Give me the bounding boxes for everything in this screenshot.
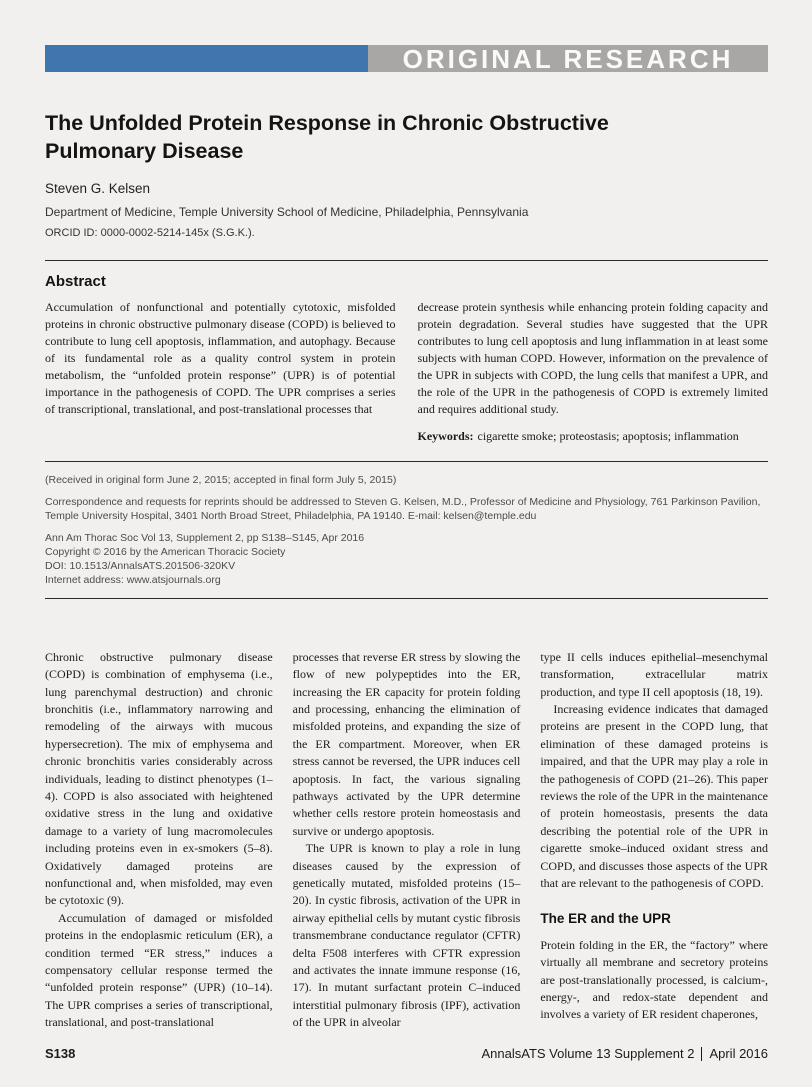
abstract-paragraph: decrease protein synthesis while enhancing protein folding capacity and protein degradation. Several studies have suggested that the UPR contributes to lung cell apoptosis and lung inflammation in at least some subjects with human COPD. However, information on the prevalence of the UPR in subjects with COPD, the lung cells that manifest a UPR, and the role of the UPR in the pathogenesis of COPD is extremely limited and requires additional study. (417, 299, 768, 416)
page-number: S138 (45, 1046, 76, 1061)
body-column-1 (45, 649, 273, 1032)
article-author: Steven G. Kelsen (45, 180, 151, 196)
article-orcid: ORCID ID: 0000-0002-5214-145x (S.G.K.). (45, 226, 255, 239)
banner-label: ORIGINAL RESEARCH (402, 43, 734, 74)
article-affiliation: Department of Medicine, Temple University School of Medicine, Philadelphia, Pennsylvania (45, 204, 529, 219)
body-paragraph: The UPR is known to play a role in lung diseases caused by the expression of genetically mutated, misfolded proteins (15–20). In cystic fibrosis, activation of the UPR in airway epithelial cells by mutant cystic fibrosis transmembrane conductance regulator (CFTR) delta F508 interferes with CFTR expression and activates the innate immune response (16, 17). In mutant surfactant protein C–induced interstitial pulmonary fibrosis (IPF), activation of the UPR in alveolar (292, 841, 521, 1030)
body-column-2 (293, 649, 521, 1032)
body-paragraph: Accumulation of damaged or misfolded proteins in the endoplasmic reticulum (ER), a condition termed “ER stress,” induces a compensatory cellular response termed the “unfolded protein response” (UPR) (10–14). The UPR comprises a series of transcriptional, translational, and post-translational (45, 910, 273, 1030)
footer-divider (701, 1047, 702, 1061)
body-paragraph: Increasing evidence indicates that damaged proteins are present in the COPD lung, that elimination of these damaged proteins is impaired, and that the UPR may play a role in the pathogenesis of COPD (21–26). This paper reviews the role of the UPR in the maintenance of protein homeostasis, presents the data describing the potential role of the UPR in cigarette smoke–induced oxidant stress and COPD, and discusses those aspects of the UPR that are relevant to the pathogenesis of COPD. (540, 701, 769, 891)
page-footer (45, 1046, 768, 1061)
keywords-label: Keywords: (417, 428, 474, 443)
abstract-column-2 (418, 299, 769, 445)
body-paragraph: processes that reverse ER stress by slowing the flow of new polypeptides into the ER, increasing the ER capacity for protein folding and processing, enhancing the elimination of misfolded proteins, and expanding the size of the ER compartment. Moreover, when ER stress cannot be reversed, the UPR induces cell apoptosis. In fact, the various signaling pathways activated by the UPR determine whether cells restore protein homeostasis and survive or undergo apoptosis. (292, 649, 521, 838)
article-body (45, 649, 768, 1032)
citation-note: Ann Am Thorac Soc Vol 13, Supplement 2, pp S138–S145, Apr 2016 (45, 531, 365, 544)
abstract-section (45, 299, 768, 445)
abstract-heading: Abstract (45, 272, 106, 290)
banner (45, 45, 768, 72)
internet-address-note: Internet address: www.atsjournals.org (45, 573, 221, 586)
divider-above-abstract (45, 260, 768, 261)
keywords-text: cigarette smoke; proteostasis; apoptosis; inflammation (477, 428, 739, 443)
keywords-line (418, 428, 769, 445)
correspondence-note: Correspondence and requests for reprints should be addressed to Steven G. Kelsen, M.D., Professor of Medicine and Physiology, 761 Parkinson Pavilion, Temple University Hospital, 3401 North Broad Street, Philadelphia, PA 19140. E-mail: kelsen@temple.edu (45, 495, 761, 522)
footnote-block (45, 473, 768, 587)
abstract-paragraph: Accumulation of nonfunctional and potentially cytotoxic, misfolded proteins in chronic obstructive pulmonary disease (COPD) is believed to contribute to lung cell apoptosis, inflammation, and autophagy. Because of its fundamental role as a quality control system in protein metabolism, the “unfolded protein response” (UPR) is of potential importance in the pathogenesis of COPD. The UPR comprises a series of transcriptional, translational, and post-translational processes that (45, 299, 396, 416)
section-heading-er-and-upr: The ER and the UPR (540, 911, 671, 927)
footer-issue: April 2016 (709, 1046, 768, 1061)
divider-above-footnotes (45, 461, 768, 462)
divider-below-footnotes (45, 598, 768, 599)
received-note: (Received in original form June 2, 2015; accepted in final form July 5, 2015) (45, 473, 397, 486)
body-paragraph: Protein folding in the ER, the “factory” where virtually all membrane and secretory proteins are post-translationally processed, is calcium-, energy-, and redox-state dependent and involves a variety of ER resident chaperones, (540, 937, 769, 1022)
footer-citation (482, 1046, 769, 1061)
banner-accent-bar (45, 45, 368, 72)
body-paragraph: type II cells induces epithelial–mesenchymal transformation, extracellular matrix production, and type II cell apoptosis (18, 19). (540, 649, 769, 699)
body-paragraph: Chronic obstructive pulmonary disease (COPD) is combination of emphysema (i.e., lung parenchymal destruction) and chronic bronchitis (i.e., inflammatory narrowing and remodeling of the airways with mucous hypersecretion). The mix of emphysema and chronic bronchitis varies considerably across individuals, leading to distinct phenotypes (1–4). COPD is also associated with heightened oxidative stress in the lung and oxidative damage to a variety of lung macromolecules including proteins even in ex-smokers (5–8). Oxidatively damaged proteins are nonfunctional and, when misfolded, may even be cytotoxic (9). (45, 649, 273, 908)
body-column-3 (540, 649, 768, 1032)
doi-note: DOI: 10.1513/AnnalsATS.201506-320KV (45, 559, 236, 572)
article-title: The Unfolded Protein Response in Chronic Obstructive Pulmonary Disease (45, 111, 609, 164)
banner-band (368, 45, 768, 72)
copyright-note: Copyright © 2016 by the American Thoracic Society (45, 545, 286, 558)
footer-journal: AnnalsATS Volume 13 Supplement 2 (481, 1046, 695, 1061)
abstract-column-1 (45, 299, 396, 445)
